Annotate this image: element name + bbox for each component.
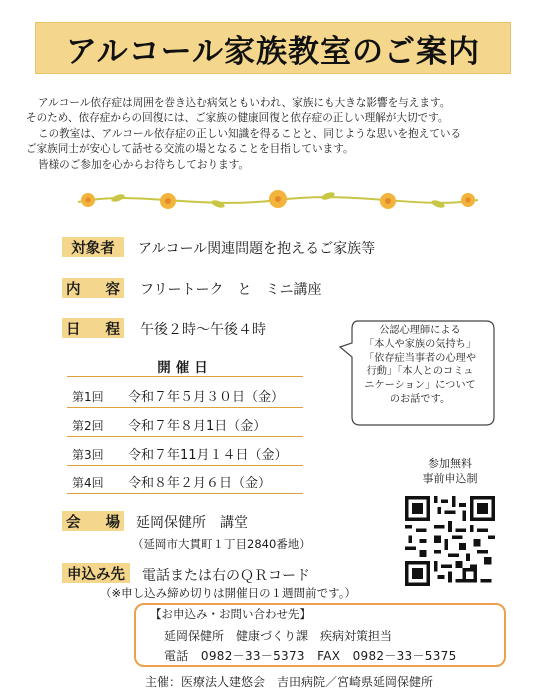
free-note: 参加無料 事前申込制 bbox=[422, 457, 478, 485]
schedule-divider bbox=[67, 376, 303, 377]
organizer-footer: 主催：医療法人建悠会 吉田病院／宮崎県延岡保健所 bbox=[145, 675, 434, 689]
qr-code-icon[interactable] bbox=[405, 496, 495, 586]
title-banner bbox=[35, 22, 511, 74]
intro-line-4: ご家族同士が安心して話せる交流の場となることを目指しています。 bbox=[26, 143, 354, 156]
target-value: アルコール関連問題を抱えるご家族等 bbox=[138, 241, 376, 257]
contact-title: 【お申込み・お問い合わせ先】 bbox=[150, 607, 311, 621]
intro-line-5: 皆様のご参加を心からお待ちしております。 bbox=[38, 158, 250, 171]
apply-deadline: （※申し込み締め切りは開催日の１週間前です。） bbox=[100, 586, 356, 600]
venue-address: （延岡市大貫町１丁目2840番地） bbox=[132, 537, 311, 551]
schedule-heading: 開催日 bbox=[157, 360, 213, 376]
schedule-divider bbox=[67, 465, 303, 466]
venue-value: 延岡保健所 講堂 bbox=[136, 515, 248, 531]
flower-divider bbox=[58, 186, 498, 214]
page-title: アルコール家族教室のご案内 bbox=[65, 33, 481, 70]
contact-dept: 延岡保健所 健康づくり課 疾病対策担当 bbox=[164, 629, 393, 643]
label-apply: 申込み先 bbox=[62, 563, 130, 583]
schedule-divider bbox=[67, 493, 303, 494]
contact-phone[interactable]: 電話 0982－33－5373 FAX 0982－33－5375 bbox=[164, 649, 457, 663]
content-value: フリートーク と ミニ講座 bbox=[140, 282, 322, 298]
label-target: 対象者 bbox=[62, 237, 124, 257]
time-value: 午後２時〜午後４時 bbox=[140, 322, 266, 338]
schedule-divider bbox=[67, 436, 303, 437]
apply-value: 電話または右のＱＲコード bbox=[142, 568, 310, 584]
intro-line-1: アルコール依存症は周囲を巻き込む病気ともいわれ、家族にも大きな影響を与えます。 bbox=[38, 97, 451, 109]
intro-line-3: この教室は、アルコール依存症の正しい知識を得ることと、同じような思いを抱えている bbox=[38, 127, 462, 140]
label-content: 内 容 bbox=[62, 278, 124, 298]
intro-text bbox=[26, 96, 531, 173]
schedule-row: 第4回 令和８年２月６日（金） bbox=[72, 476, 272, 491]
schedule-row: 第2回 令和７年８月1日（金） bbox=[72, 419, 267, 434]
schedule-divider bbox=[67, 407, 303, 408]
label-venue: 会 場 bbox=[62, 511, 124, 531]
intro-line-2: そのため、依存症からの回復には、ご家族の健康回復と依存症の正しい理解が大切です。 bbox=[26, 112, 449, 125]
bubble-text: 公認心理師による 「本人や家族の気持ち」 「依存症当事者の心理や 行動」「本人とのコミュ ニケーション」について のお話です。 bbox=[363, 325, 477, 405]
schedule-row: 第1回 令和７年５月３０日（金） bbox=[72, 390, 285, 405]
schedule-row: 第3回 令和７年11月１４日（金） bbox=[72, 448, 288, 463]
label-time: 日 程 bbox=[62, 318, 124, 338]
